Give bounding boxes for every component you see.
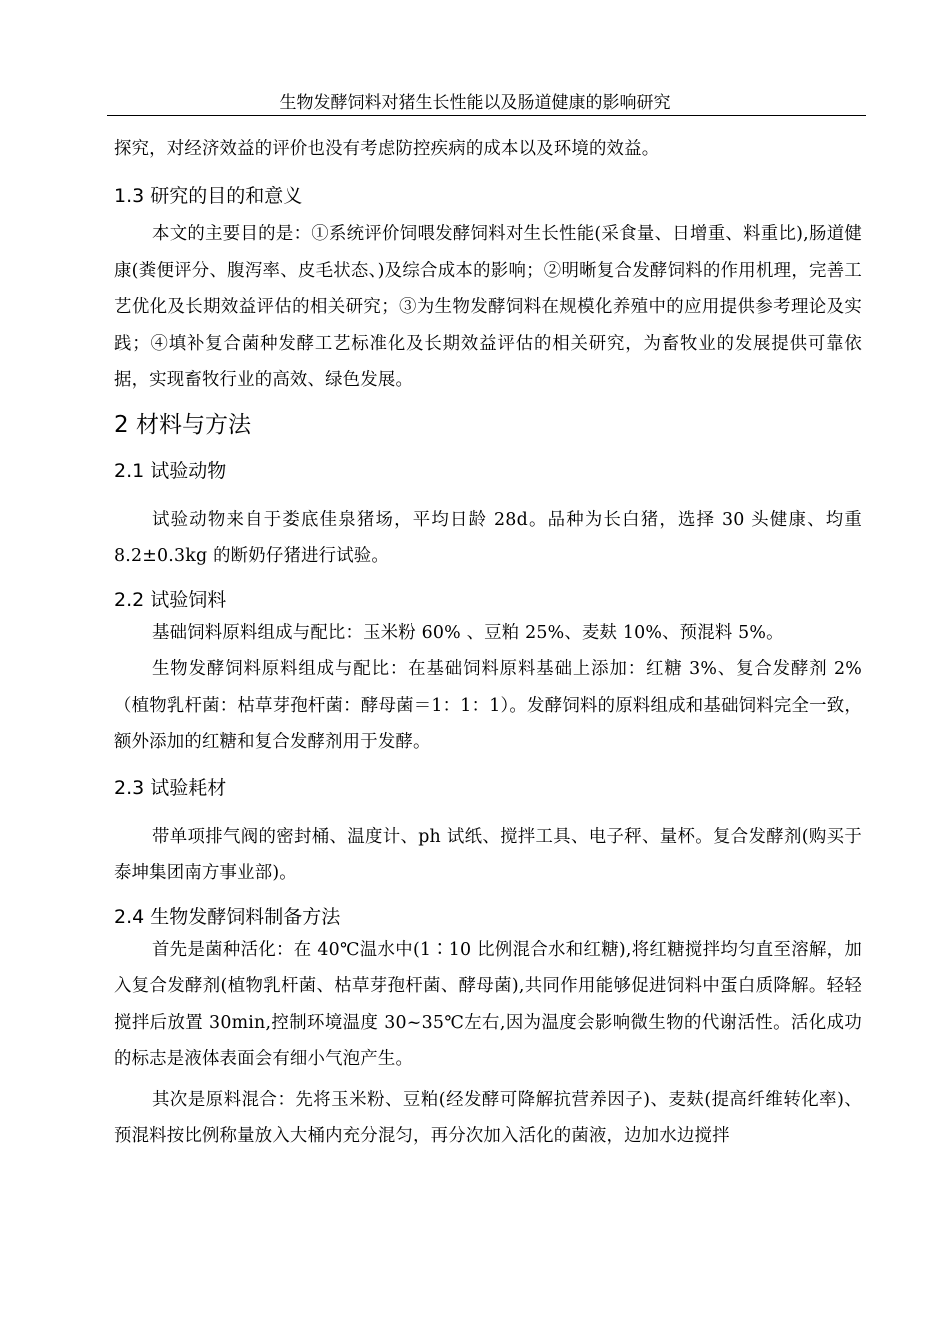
- heading-2-2: 2.2 试验饲料: [114, 588, 227, 611]
- page-content: [114, 133, 862, 1155]
- heading-2-3: 2.3 试验耗材: [114, 776, 227, 799]
- header-rule: [107, 115, 866, 116]
- paragraph-2-1: 试验动物来自于娄底佳泉猪场，平均日龄 28d。品种为长白猪，选择 30 头健康、均重 8.2±0.3kg 的断奶仔猪进行试验。: [114, 509, 862, 566]
- paragraph-1-3: 本文的主要目的是：①系统评价饲喂发酵饲料对生长性能(采食量、日增重、料重比),肠道健康(粪便评分、腹泻率、皮毛状态、)及综合成本的影响；②明晰复合发酵饲料的作用机理，完善工艺优化及长期效益评估的相关研究；③为生物发酵饲料在规模化养殖中的应用提供参考理论及实践；④填补复合菌种发酵工艺标准化及长期效益评估的相关研究，为畜牧业的发展提供可靠依据，实现畜牧行业的高效、绿色发展。: [114, 224, 862, 390]
- paragraph-2-3: 带单项排气阀的密封桶、温度计、ph 试纸、搅拌工具、电子秤、量杯。复合发酵剂(购买于泰坤集团南方事业部)。: [114, 826, 862, 883]
- paragraph-2-2-a: 基础饲料原料组成与配比：玉米粉 60% 、豆粕 25%、麦麸 10%、预混料 5%。: [152, 622, 784, 643]
- heading-1-3: 1.3 研究的目的和意义: [114, 185, 303, 207]
- paragraph-2-4-b: 其次是原料混合：先将玉米粉、豆粕(经发酵可降解抗营养因子)、麦麸(提高纤维转化率)、预混料按比例称量放入大桶内充分混匀，再分次加入活化的菌液，边加水边搅拌: [114, 1089, 862, 1146]
- heading-2-1: 2.1 试验动物: [114, 459, 227, 482]
- heading-2: 2 材料与方法: [114, 411, 251, 438]
- paragraph-2-4-a: 首先是菌种活化：在 40℃温水中(1∶10 比例混合水和红糖),将红糖搅拌均匀直至溶解，加入复合发酵剂(植物乳杆菌、枯草芽孢杆菌、酵母菌),共同作用能够促进饲料中蛋白质降解。轻轻搅拌后放置 30min,控制环境温度 30~35℃左右,因为温度会影响微生物的代谢活性。活化成功的标志是液体表面会有细小气泡产生。: [114, 939, 862, 1069]
- running-header: 生物发酵饲料对猪生长性能以及肠道健康的影响研究: [279, 93, 671, 113]
- paragraph-2-2-b: 生物发酵饲料原料组成与配比：在基础饲料原料基础上添加：红糖 3%、复合发酵剂 2%（植物乳杆菌：枯草芽孢杆菌：酵母菌＝1：1：1）。发酵饲料的原料组成和基础饲料完全一致，额外添加的红糖和复合发酵剂用于发酵。: [114, 659, 862, 752]
- heading-2-4: 2.4 生物发酵饲料制备方法: [114, 905, 341, 928]
- paragraph-intro-continuation: 探究，对经济效益的评价也没有考虑防控疾病的成本以及环境的效益。: [114, 139, 660, 159]
